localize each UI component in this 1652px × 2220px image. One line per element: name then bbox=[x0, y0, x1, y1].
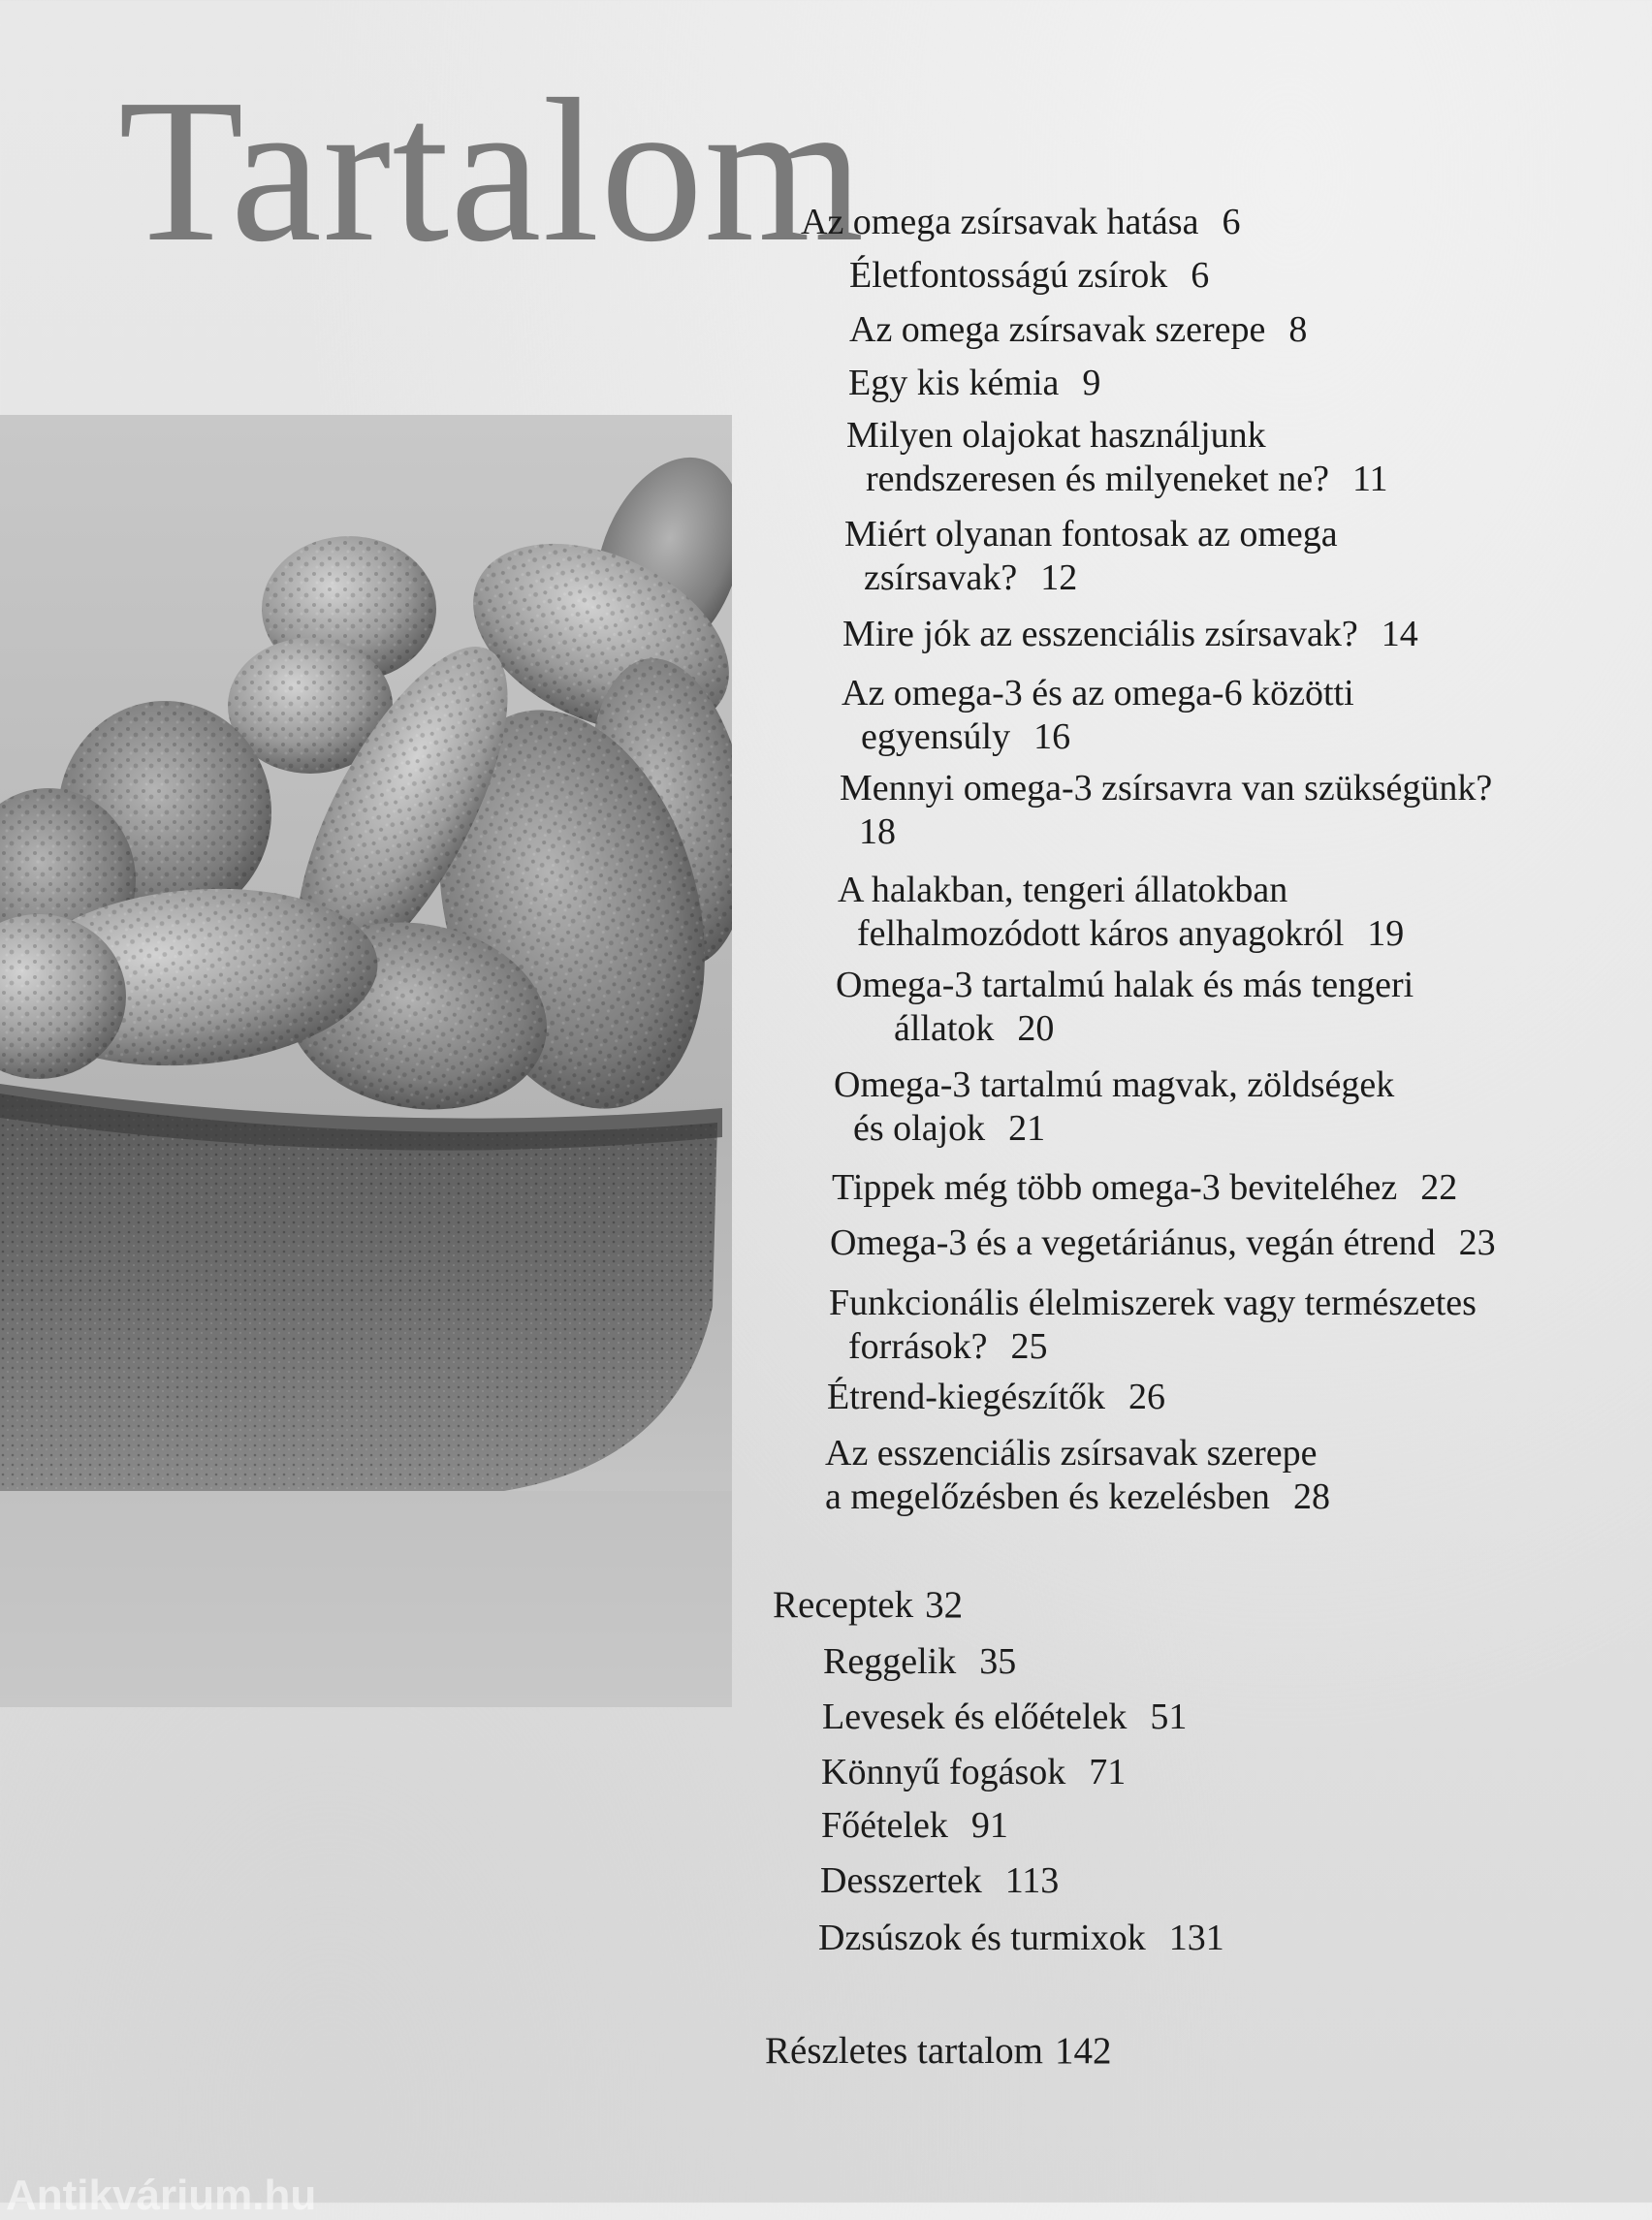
toc-entry bbox=[821, 1804, 1008, 1848]
toc-entry bbox=[823, 1640, 1016, 1684]
toc-entry-page-number: 113 bbox=[1004, 1860, 1060, 1901]
peanut-bowl-photo bbox=[0, 415, 732, 1707]
toc-entry-title: Receptek 32 bbox=[773, 1584, 964, 1626]
toc-entry-page-number: 18 bbox=[859, 811, 896, 852]
toc-entry-title: Részletes tartalom 142 bbox=[765, 2030, 1112, 2072]
toc-entry-title bbox=[840, 810, 1492, 854]
toc-entry-page-number: 19 bbox=[1367, 913, 1405, 954]
toc-entry-page-number: 142 bbox=[1054, 2030, 1112, 2072]
toc-entry-title: Az omega-3 és az omega-6 közötti bbox=[842, 673, 1354, 714]
toc-entry-title: felhalmozódott káros anyagokról 19 bbox=[857, 913, 1405, 954]
toc-entry bbox=[822, 1696, 1187, 1739]
toc-entry-title: rendszeresen és milyeneket ne? 11 bbox=[866, 459, 1388, 499]
toc-entry-title: Omega-3 tartalmú halak és más tengeri bbox=[836, 965, 1414, 1005]
toc-entry-title: a megelőzésben és kezelésben 28 bbox=[825, 1476, 1330, 1517]
toc-entry-page-number: 51 bbox=[1150, 1697, 1188, 1737]
toc-entry bbox=[832, 1166, 1457, 1210]
toc-entry-title: Reggelik 35 bbox=[823, 1641, 1017, 1682]
toc-entry-title: Étrend-kiegészítők 26 bbox=[827, 1377, 1166, 1417]
toc-entry-title: Az omega zsírsavak hatása 6 bbox=[801, 202, 1241, 242]
toc-entry bbox=[836, 964, 1414, 1051]
toc-entry-page-number: 12 bbox=[1040, 557, 1078, 598]
toc-entry bbox=[840, 767, 1492, 854]
toc-entry-title: Egy kis kémia 9 bbox=[848, 363, 1101, 403]
toc-entry-title: Az esszenciális zsírsavak szerepe bbox=[825, 1433, 1318, 1474]
toc-entry bbox=[820, 1859, 1059, 1903]
toc-entry-page-number: 131 bbox=[1168, 1918, 1224, 1958]
toc-entry-title: állatok 20 bbox=[894, 1008, 1055, 1049]
toc-entry bbox=[773, 1583, 963, 1627]
toc-entry bbox=[765, 2029, 1111, 2073]
toc-entry-title: és olajok 21 bbox=[853, 1108, 1046, 1149]
toc-entry-title: Omega-3 és a vegetáriánus, vegán étrend 23 bbox=[830, 1222, 1496, 1263]
toc-entry bbox=[829, 1282, 1477, 1369]
toc-entry-title: Életfontosságú zsírok 6 bbox=[849, 255, 1210, 296]
toc-entry-title: Mire jók az esszenciális zsírsavak? 14 bbox=[842, 614, 1418, 654]
toc-entry-title: Dzsúszok és turmixok 131 bbox=[818, 1918, 1224, 1958]
toc-entry-title: Az omega zsírsavak szerepe 8 bbox=[849, 309, 1308, 350]
toc-entry-page-number: 71 bbox=[1089, 1752, 1127, 1792]
toc-entry-page-number: 26 bbox=[1128, 1377, 1166, 1417]
watermark-text: Antikvárium.hu bbox=[6, 2172, 317, 2219]
toc-entry-title: Levesek és előételek 51 bbox=[822, 1697, 1188, 1737]
toc-entry bbox=[838, 869, 1404, 956]
toc-entry bbox=[846, 414, 1388, 501]
toc-entry-page-number: 8 bbox=[1288, 309, 1308, 350]
toc-entry-page-number: 20 bbox=[1017, 1008, 1055, 1049]
toc-entry bbox=[830, 1221, 1496, 1265]
toc-entry bbox=[825, 1432, 1330, 1519]
toc-entry-page-number: 14 bbox=[1381, 614, 1418, 654]
toc-entry bbox=[801, 201, 1240, 244]
toc-entry-title: zsírsavak? 12 bbox=[864, 557, 1078, 598]
toc-entry-title: Mennyi omega-3 zsírsavra van szükségünk? bbox=[840, 768, 1493, 809]
toc-entry-title: források? 25 bbox=[848, 1326, 1048, 1367]
toc-entry bbox=[821, 1751, 1126, 1794]
page-title: Tartalom bbox=[118, 56, 866, 284]
toc-entry-title: Desszertek 113 bbox=[820, 1860, 1060, 1901]
toc-entry-page-number: 11 bbox=[1351, 459, 1388, 499]
toc-entry-title: Milyen olajokat használjunk bbox=[846, 415, 1266, 456]
toc-entry bbox=[842, 613, 1418, 656]
toc-entry-page-number: 91 bbox=[970, 1805, 1008, 1846]
toc-entry-title: A halakban, tengeri állatokban bbox=[838, 870, 1288, 910]
toc-entry-page-number: 25 bbox=[1010, 1326, 1048, 1367]
toc-entry bbox=[818, 1917, 1224, 1960]
toc-entry bbox=[842, 672, 1354, 759]
toc-entry-page-number: 28 bbox=[1292, 1476, 1330, 1517]
toc-entry-page-number: 22 bbox=[1420, 1167, 1458, 1208]
toc-entry-title: Omega-3 tartalmú magvak, zöldségek bbox=[834, 1064, 1395, 1105]
toc-entry-title: egyensúly 16 bbox=[861, 716, 1071, 757]
toc-entry bbox=[834, 1063, 1394, 1151]
toc-entry-page-number: 21 bbox=[1008, 1108, 1046, 1149]
toc-entry-page-number: 6 bbox=[1191, 255, 1210, 296]
toc-entry bbox=[849, 254, 1209, 298]
toc-entry bbox=[844, 513, 1338, 600]
toc-entry-title: Tippek még több omega-3 beviteléhez 22 bbox=[832, 1167, 1458, 1208]
toc-entry-page-number: 23 bbox=[1458, 1222, 1496, 1263]
toc-entry-title: Könnyű fogások 71 bbox=[821, 1752, 1127, 1792]
toc-entry bbox=[849, 308, 1307, 352]
toc-entry bbox=[827, 1376, 1165, 1419]
toc-entry-page-number: 32 bbox=[925, 1584, 964, 1626]
toc-entry-page-number: 16 bbox=[1033, 716, 1071, 757]
toc-entry-page-number: 6 bbox=[1222, 202, 1241, 242]
toc-entry-page-number: 9 bbox=[1082, 363, 1101, 403]
toc-entry-title: Funkcionális élelmiszerek vagy természetes bbox=[829, 1283, 1477, 1323]
toc-entry-page-number: 35 bbox=[979, 1641, 1017, 1682]
toc-entry bbox=[848, 362, 1100, 405]
toc-entry-title: Főételek 91 bbox=[821, 1805, 1008, 1846]
toc-entry-title: Miért olyanan fontosak az omega bbox=[844, 514, 1338, 555]
